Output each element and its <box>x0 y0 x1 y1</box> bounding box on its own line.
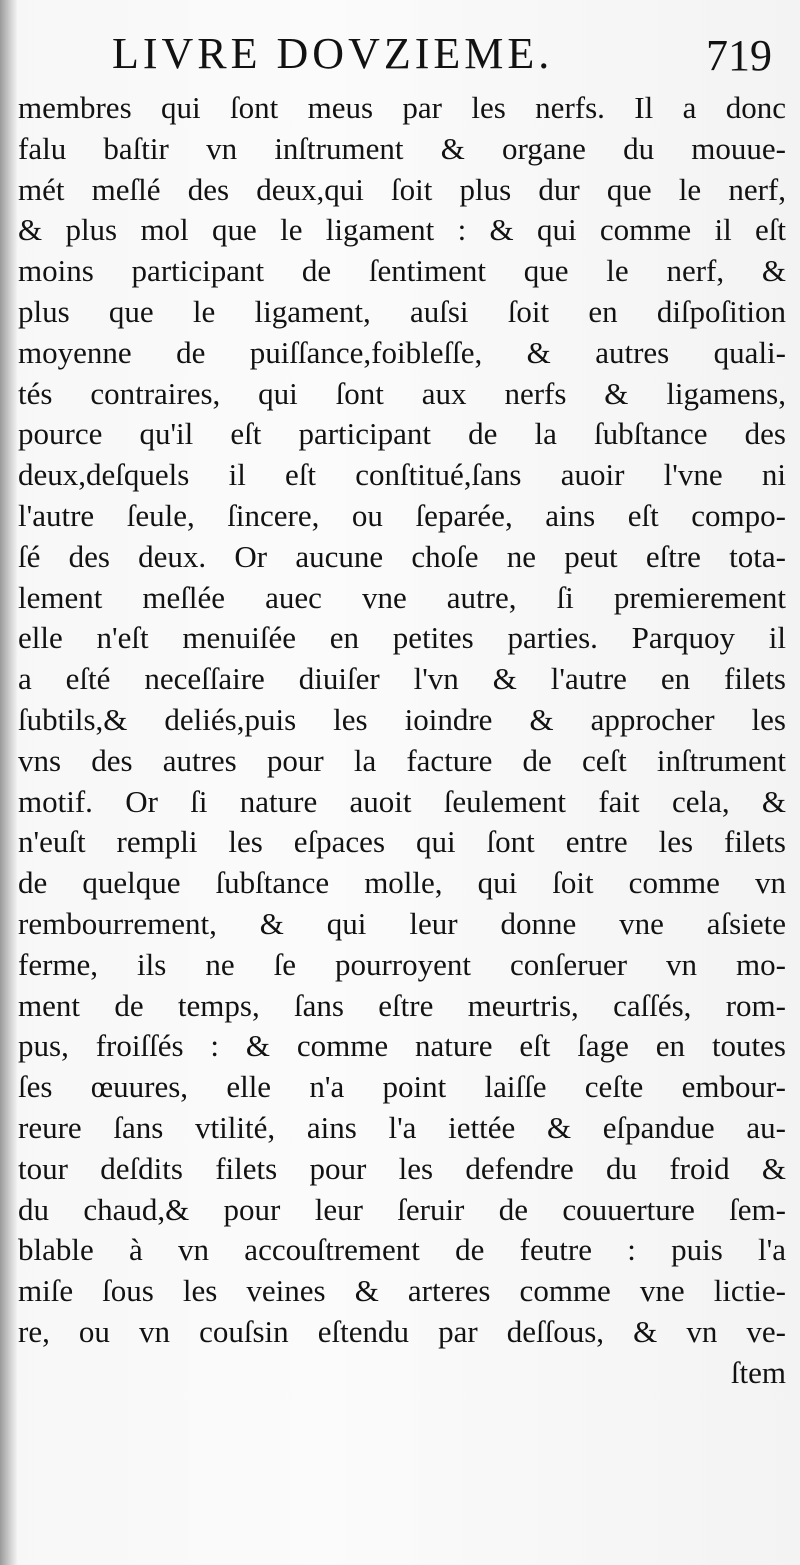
text-line: membres qui ſont meus par les nerfs. Il a donc <box>18 90 786 125</box>
text-line: mét meſlé des deux,qui ſoit plus dur que le nerf, <box>18 171 786 207</box>
text-line: l'autre ſeule, ſincere, ou ſeparée, ains eſt compo- <box>18 497 786 533</box>
text-line: tés contraires, qui ſont aux nerfs & ligamens, <box>18 375 786 411</box>
text-line: ſé des deux. Or aucune choſe ne peut eſtre tota- <box>18 538 786 574</box>
text-line: ſes œuures, elle n'a point laiſſe ceſte embour- <box>18 1069 786 1105</box>
page-number: 719 <box>706 31 772 80</box>
text-line: de quelque ſubſtance molle, qui ſoit comme vn <box>18 865 786 901</box>
text-line: pus, froiſſés : & comme nature eſt ſage en toutes <box>18 1028 786 1064</box>
text-line: tour deſdits filets pour les defendre du froid & <box>18 1150 786 1186</box>
text-line: du chaud,& pour leur ſeruir de couuerture ſem- <box>18 1191 786 1227</box>
body-text <box>18 88 786 1394</box>
text-line: lement meſlée auec vne autre, ſi premierement <box>18 579 786 615</box>
text-line: n'euſt rempli les eſpaces qui ſont entre les filets <box>18 824 786 860</box>
text-line: blable à vn accouſtrement de feutre : puis l'a <box>18 1232 786 1268</box>
text-line: pource qu'il eſt participant de la ſubſtance des <box>18 416 786 452</box>
text-line: motif. Or ſi nature auoit ſeulement fait cela, & <box>18 783 786 819</box>
text-line: ment de temps, ſans eſtre meurtris, caſſés, rom- <box>18 987 786 1023</box>
text-line: & plus mol que le ligament : & qui comme il eſt <box>18 212 786 248</box>
text-line: elle n'eſt menuiſée en petites parties. Parquoy il <box>18 620 786 656</box>
text-line: a eſté neceſſaire diuiſer l'vn & l'autre en filets <box>18 661 786 697</box>
page-header <box>0 24 800 84</box>
text-line: moins participant de ſentiment que le nerf, & <box>18 253 786 289</box>
text-line: miſe ſous les veines & arteres comme vne lictie- <box>18 1273 786 1309</box>
text-line: moyenne de puiſſance,foibleſſe, & autres quali- <box>18 334 786 370</box>
show-through-text <box>120 1488 720 1558</box>
text-line: ferme, ils ne ſe pourroyent conſeruer vn mo- <box>18 946 786 982</box>
page-gutter-shadow <box>0 0 18 1565</box>
text-line: ſtem <box>730 1354 786 1390</box>
text-line: plus que le ligament, auſsi ſoit en diſpoſition <box>18 293 786 329</box>
text-line: falu baſtir vn inſtrument & organe du mouue- <box>18 130 786 166</box>
running-title: LIVRE DOVZIEME. <box>112 29 554 78</box>
text-line: ſubtils,& deliés,puis les ioindre & approcher les <box>18 701 786 737</box>
text-line: rembourrement, & qui leur donne vne aſsiete <box>18 905 786 941</box>
text-line: deux,deſquels il eſt conſtitué,ſans auoir l'vne ni <box>18 457 786 493</box>
text-line: reure ſans vtilité, ains l'a iettée & eſpandue au- <box>18 1109 786 1145</box>
text-line: re, ou vn couſsin eſtendu par deſſous, & vn ve- <box>18 1313 786 1349</box>
text-line: vns des autres pour la facture de ceſt inſtrument <box>18 742 786 778</box>
